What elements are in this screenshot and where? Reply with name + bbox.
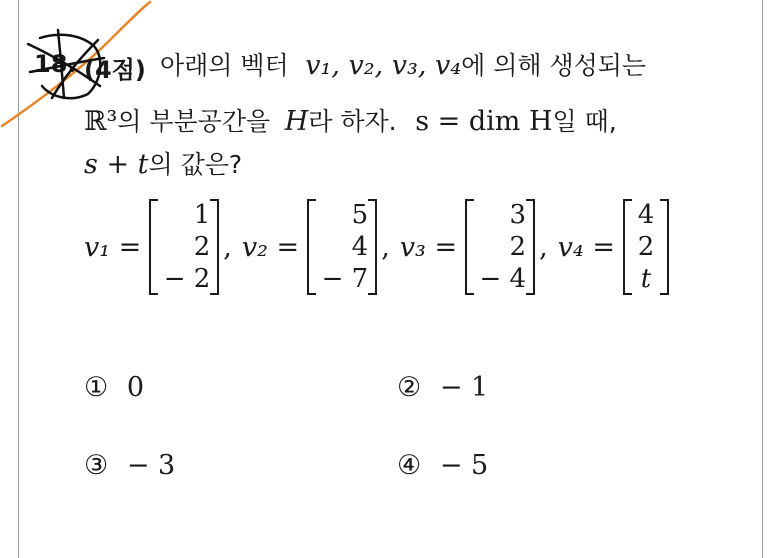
matrix-entry: − 7 xyxy=(321,264,369,294)
vector-label-v1: v₁ = xyxy=(84,231,142,263)
vector-list: v₁, v₂, v₃, v₄ xyxy=(305,50,462,81)
matrix-entry: − 4 xyxy=(479,264,527,294)
line2-text3: 일 때, xyxy=(552,107,617,136)
matrix-entry: 4 xyxy=(351,232,369,262)
option-marker: ② xyxy=(397,372,422,403)
option-marker: ④ xyxy=(397,450,422,481)
vector-label-v3: v₃ = xyxy=(399,231,458,263)
subspace-h: H xyxy=(284,106,309,137)
matrix-entry: 2 xyxy=(193,232,211,262)
line1-text: 아래의 벡터 xyxy=(160,51,289,80)
question-points: (4점) xyxy=(84,56,146,84)
matrix-entry: t xyxy=(640,264,652,294)
option-marker: ① xyxy=(84,372,109,403)
matrix-entry: 2 xyxy=(637,232,655,262)
sum-expression: s + t xyxy=(84,149,149,180)
separator: , xyxy=(223,231,232,263)
line2-text2: 라 하자. xyxy=(308,107,397,136)
vector-label-v2: v₂ = xyxy=(241,231,300,263)
matrix-entry: 4 xyxy=(637,200,655,230)
vector-label-v4: v₄ = xyxy=(557,231,615,263)
r3-symbol: ℝ³ xyxy=(84,106,118,137)
matrix-entry: 5 xyxy=(351,200,369,230)
matrix-entry: 1 xyxy=(193,200,211,230)
option-value: − 3 xyxy=(126,450,176,481)
option-value: 0 xyxy=(126,372,144,403)
matrix-entry: 2 xyxy=(509,232,527,262)
matrix-entry: − 2 xyxy=(163,264,211,294)
separator: , xyxy=(381,231,390,263)
line2-text1: 의 부분공간을 xyxy=(117,107,271,136)
option-value: − 5 xyxy=(439,450,489,481)
line3-text: 의 값은? xyxy=(148,150,243,179)
dimension-definition: s = dim H xyxy=(415,106,553,137)
line1-tail: 에 의해 생성되는 xyxy=(461,51,647,80)
separator: , xyxy=(539,231,548,263)
black-star-mark xyxy=(28,30,104,98)
option-marker: ③ xyxy=(84,450,109,481)
option-value: − 1 xyxy=(439,372,489,403)
question-number: 18. xyxy=(34,50,77,78)
matrix-entry: 3 xyxy=(509,200,527,230)
